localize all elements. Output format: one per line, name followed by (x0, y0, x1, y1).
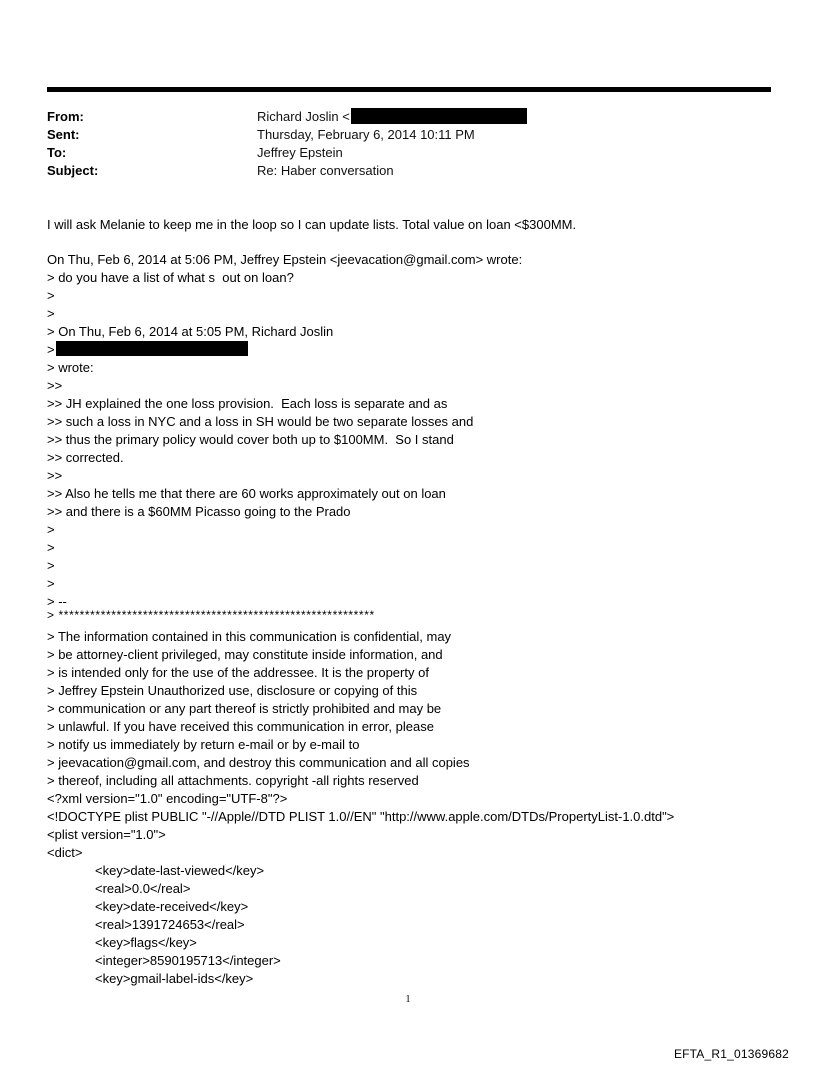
body-line: >> Also he tells me that there are 60 works approximately out on loan (47, 486, 446, 501)
sent-label: Sent: (47, 127, 80, 142)
body-line: > jeevacation@gmail.com, and destroy this communication and all copies (47, 755, 470, 770)
quote-marker: > (47, 342, 55, 357)
redaction-box (351, 108, 527, 124)
body-line: > communication or any part thereof is strictly prohibited and may be (47, 701, 442, 716)
body-line: > notify us immediately by return e-mail or by e-mail to (47, 737, 360, 752)
body-line: > be attorney-client privileged, may constitute inside information, and (47, 647, 443, 662)
body-line: > ************************************************************ (47, 608, 375, 622)
subject-label: Subject: (47, 163, 99, 178)
body-line: <real>1391724653</real> (95, 917, 245, 932)
body-line: >> corrected. (47, 450, 124, 465)
body-line: >> JH explained the one loss provision. Each loss is separate and as (47, 396, 448, 411)
from-label: From: (47, 109, 84, 124)
body-line: <dict> (47, 845, 83, 860)
to-value: Jeffrey Epstein (257, 145, 343, 160)
body-line: >> (47, 468, 63, 483)
body-line: I will ask Melanie to keep me in the loop so I can update lists. Total value on loan <$300MM. (47, 217, 577, 232)
body-line: >> thus the primary policy would cover both up to $100MM. So I stand (47, 432, 454, 447)
body-line: > (47, 540, 55, 555)
body-line: <key>date-received</key> (95, 899, 249, 914)
body-line: <key>gmail-label-ids</key> (95, 971, 254, 986)
to-label: To: (47, 145, 67, 160)
bates-number: EFTA_R1_01369682 (673, 1047, 789, 1061)
body-line: On Thu, Feb 6, 2014 at 5:06 PM, Jeffrey Epstein <jeevacation@gmail.com> wrote: (47, 252, 523, 267)
body-line: <?xml version="1.0" encoding="UTF-8"?> (47, 791, 288, 806)
body-line: > unlawful. If you have received this communication in error, please (47, 719, 434, 734)
body-line: > On Thu, Feb 6, 2014 at 5:05 PM, Richard Joslin (47, 324, 334, 339)
body-line: <key>flags</key> (95, 935, 197, 950)
body-line: >> and there is a $60MM Picasso going to the Prado (47, 504, 351, 519)
body-line: > (47, 558, 55, 573)
header-rule (47, 87, 771, 92)
body-line: > thereof, including all attachments. copyright -all rights reserved (47, 773, 419, 788)
body-line-redacted (47, 341, 248, 358)
from-value (257, 108, 527, 126)
body-line: > The information contained in this communication is confidential, may (47, 629, 452, 644)
body-line: <real>0.0</real> (95, 881, 191, 896)
body-line: > (47, 288, 55, 303)
body-line: > do you have a list of what s out on loan? (47, 270, 294, 285)
body-line: > (47, 576, 55, 591)
body-line: >> (47, 378, 63, 393)
body-line: <key>date-last-viewed</key> (95, 863, 265, 878)
from-name: Richard Joslin < (257, 109, 350, 124)
body-line: >> such a loss in NYC and a loss in SH would be two separate losses and (47, 414, 474, 429)
body-line: > -- (47, 594, 67, 609)
body-line: <plist version="1.0"> (47, 827, 166, 842)
body-line: > (47, 522, 55, 537)
body-line: > wrote: (47, 360, 94, 375)
page-number: 1 (405, 994, 411, 1005)
body-line: <!DOCTYPE plist PUBLIC "-//Apple//DTD PLIST 1.0//EN" "http://www.apple.com/DTDs/PropertyList-1.0.dtd"> (47, 809, 675, 824)
body-line: > (47, 306, 55, 321)
subject-value: Re: Haber conversation (257, 163, 394, 178)
body-line: > Jeffrey Epstein Unauthorized use, disclosure or copying of this (47, 683, 418, 698)
redaction-box (56, 341, 248, 356)
body-line: <integer>8590195713</integer> (95, 953, 281, 968)
sent-value: Thursday, February 6, 2014 10:11 PM (257, 127, 475, 142)
body-line: > is intended only for the use of the addressee. It is the property of (47, 665, 429, 680)
